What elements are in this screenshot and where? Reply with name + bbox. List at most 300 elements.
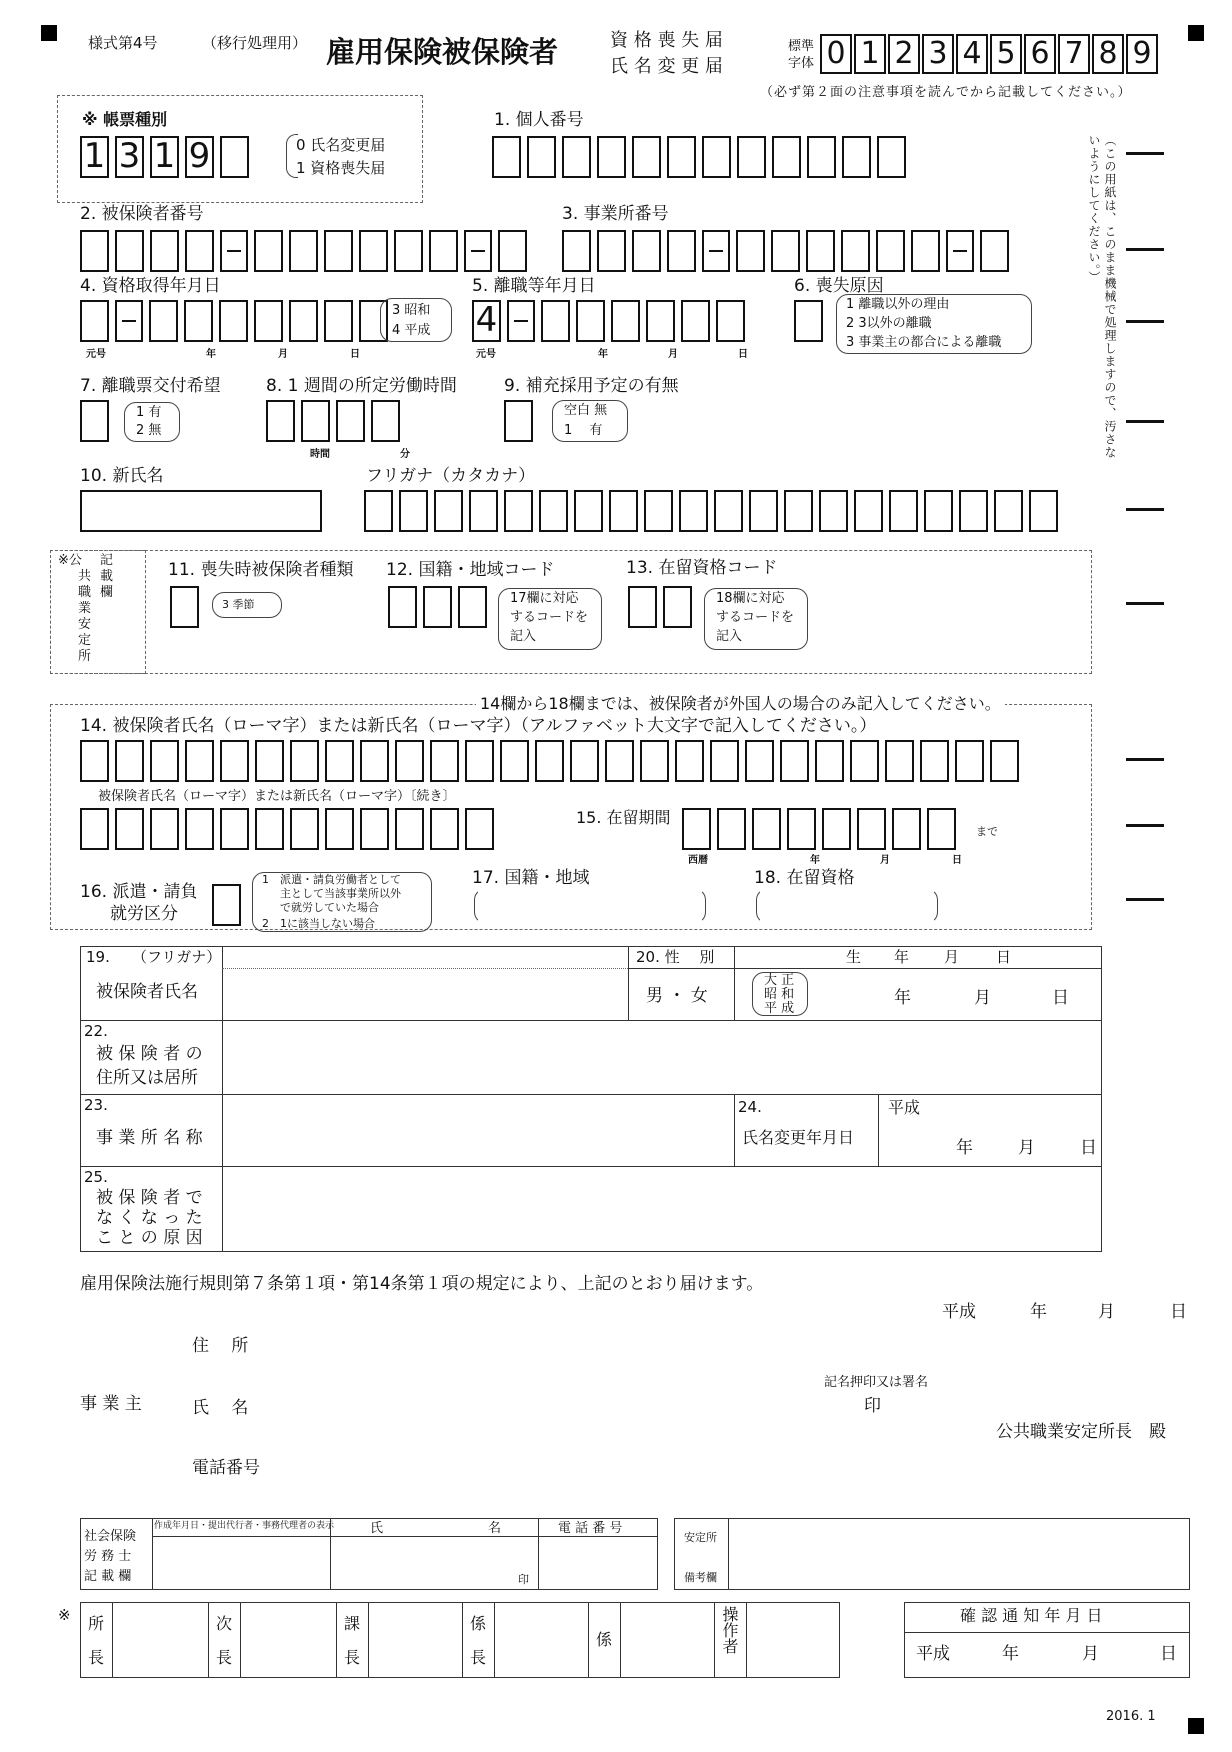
input-cell[interactable]: [430, 808, 459, 850]
remarks-label: 備考欄: [684, 1571, 717, 1584]
col-divider: [734, 1094, 735, 1166]
field8-label: 8. 1 週間の所定労働時間: [266, 376, 457, 396]
field13-label: 13. 在留資格コード: [626, 558, 778, 578]
input-cell[interactable]: [911, 230, 940, 272]
input-cell[interactable]: [388, 586, 417, 628]
r24-m: 月: [1018, 1138, 1035, 1158]
input-cell[interactable]: [220, 808, 249, 850]
input-cell[interactable]: [980, 230, 1009, 272]
office-name-input[interactable]: [224, 1096, 732, 1164]
input-cell[interactable]: [464, 230, 492, 272]
furigana-cells[interactable]: [364, 490, 1064, 532]
timing-mark: [1126, 758, 1164, 761]
field16-opt1: 主として当該事業所以外: [280, 887, 401, 900]
input-cell[interactable]: [632, 230, 661, 272]
insured-name-input[interactable]: [224, 970, 626, 1018]
day-label: 日: [952, 855, 962, 866]
dispatch-cell[interactable]: [212, 884, 247, 926]
field2-label: 2. 被保険者番号: [80, 204, 204, 224]
field4-label: 4. 資格取得年月日: [80, 276, 221, 296]
seal-mark: 印: [864, 1396, 881, 1416]
nationality-code-cells[interactable]: [388, 586, 493, 628]
field15-until: まで: [976, 825, 998, 838]
field16-opt1: で就労していた場合: [280, 901, 379, 914]
input-cell[interactable]: [434, 490, 463, 532]
r19-label: 被保険者氏名: [96, 982, 198, 1002]
form-type-blank[interactable]: [220, 136, 249, 178]
field6-label: 6. 喪失原因: [794, 276, 884, 296]
form-type-digit[interactable]: 3: [115, 136, 144, 178]
form-type-digit[interactable]: 1: [80, 136, 109, 178]
input-cell[interactable]: [628, 586, 657, 628]
star-mark: ※: [58, 1606, 71, 1624]
office-label-char: ※公: [58, 553, 82, 568]
row-divider: [80, 1166, 1102, 1167]
decl-m: 月: [1098, 1302, 1115, 1322]
new-name-input[interactable]: [80, 490, 322, 532]
input-cell[interactable]: [423, 586, 452, 628]
input-cell[interactable]: [394, 230, 423, 272]
era-opt-heisei: 4 平成: [392, 323, 431, 338]
col-divider: [494, 1602, 495, 1678]
input-cell[interactable]: [254, 300, 283, 342]
input-cell[interactable]: [266, 400, 295, 442]
input-cell[interactable]: [430, 740, 459, 782]
input-cell[interactable]: [290, 740, 319, 782]
input-cell[interactable]: [325, 808, 354, 850]
sr-seal: 印: [518, 1573, 529, 1586]
input-cell[interactable]: [794, 300, 823, 342]
input-cell[interactable]: [80, 740, 109, 782]
field12-note: 記入: [510, 629, 537, 644]
input-cell[interactable]: 4: [472, 300, 501, 342]
input-cell[interactable]: [819, 490, 848, 532]
std-digit: 3: [922, 34, 954, 74]
input-cell[interactable]: [80, 300, 109, 342]
decl-d: 日: [1170, 1302, 1187, 1322]
input-cell[interactable]: [185, 230, 214, 272]
input-cell[interactable]: [504, 400, 533, 442]
office-number-cells[interactable]: [562, 230, 1015, 272]
stamp-label: 長: [344, 1648, 361, 1667]
input-cell[interactable]: [336, 400, 365, 442]
r24-era: 平成: [888, 1098, 921, 1117]
gender-select[interactable]: 男 ・ 女: [646, 986, 708, 1006]
r21-head: 月: [944, 948, 960, 966]
input-cell[interactable]: [681, 300, 710, 342]
row-divider: [152, 1536, 658, 1537]
field13-note: 記入: [716, 629, 743, 644]
col-divider: [336, 1602, 337, 1678]
field12-note: するコードを: [510, 610, 589, 625]
input-cell[interactable]: [885, 740, 914, 782]
input-cell[interactable]: [324, 230, 353, 272]
field12-label: 12. 国籍・地域コード: [386, 560, 555, 580]
day-label: 日: [738, 349, 748, 360]
input-cell[interactable]: [959, 490, 988, 532]
field15-label: 15. 在留期間: [576, 808, 671, 827]
input-cell[interactable]: [570, 740, 599, 782]
input-cell[interactable]: [1029, 490, 1058, 532]
input-cell[interactable]: [850, 740, 879, 782]
employer-label: 事 業 主: [80, 1394, 142, 1414]
field7-opt1: 1 有: [136, 405, 162, 420]
input-cell[interactable]: [632, 136, 661, 178]
input-cell[interactable]: [857, 808, 886, 850]
r21-y: 年: [894, 988, 911, 1008]
col-divider: [620, 1602, 621, 1678]
input-cell[interactable]: [609, 490, 638, 532]
personal-number-cells[interactable]: [492, 136, 912, 178]
insured-type-cell[interactable]: [170, 586, 205, 628]
input-cell[interactable]: [364, 490, 393, 532]
input-cell[interactable]: [80, 230, 109, 272]
r24-label: 氏名変更年月日: [742, 1128, 855, 1147]
input-cell[interactable]: [644, 490, 673, 532]
office-label-char: 定: [78, 633, 92, 648]
day-label: 日: [350, 349, 360, 360]
input-cell[interactable]: [504, 490, 533, 532]
r21-head: 年: [894, 948, 910, 966]
address-input[interactable]: [224, 1022, 1100, 1092]
input-cell[interactable]: [702, 136, 731, 178]
input-cell[interactable]: [752, 808, 781, 850]
row-divider: [628, 968, 1102, 969]
r21-era: 平 成: [764, 1001, 795, 1016]
input-cell[interactable]: [115, 808, 144, 850]
row-divider: [904, 1632, 1190, 1633]
office-label-char: 記: [100, 553, 114, 568]
input-cell[interactable]: [994, 490, 1023, 532]
col-divider: [714, 1602, 715, 1678]
input-cell[interactable]: [772, 136, 801, 178]
declaration-text: 雇用保険法施行規則第７条第１項・第14条第１項の規定により、上記のとおり届けます。: [80, 1274, 764, 1294]
input-cell[interactable]: [184, 300, 213, 342]
input-cell[interactable]: [749, 490, 778, 532]
timing-mark: [1126, 602, 1164, 605]
input-cell[interactable]: [562, 230, 591, 272]
input-cell[interactable]: [458, 586, 487, 628]
registration-mark-br: [1188, 1718, 1204, 1734]
input-cell[interactable]: [254, 230, 283, 272]
std-digit: 1: [854, 34, 886, 74]
std-digit: 0: [820, 34, 852, 74]
input-cell[interactable]: [682, 808, 711, 850]
input-cell[interactable]: [539, 490, 568, 532]
input-cell[interactable]: [220, 230, 248, 272]
input-cell[interactable]: [150, 230, 179, 272]
input-cell[interactable]: [946, 230, 974, 272]
minutes-label: 分: [400, 449, 410, 460]
replacement-hire-cell[interactable]: [504, 400, 539, 442]
input-cell[interactable]: [640, 740, 669, 782]
period-of-stay-cells[interactable]: [682, 808, 962, 850]
input-cell[interactable]: [541, 300, 570, 342]
input-cell[interactable]: [815, 740, 844, 782]
seal-note: 記名押印又は署名: [824, 1375, 929, 1390]
r25-no: 25.: [84, 1168, 108, 1186]
std-digit: 9: [1126, 34, 1158, 74]
col-divider: [368, 1602, 369, 1678]
confirm-m: 月: [1082, 1644, 1099, 1664]
roman-name-cont-cells[interactable]: [80, 808, 500, 850]
r24-y: 年: [956, 1138, 973, 1158]
input-cell[interactable]: [842, 136, 871, 178]
input-cell[interactable]: [771, 230, 800, 272]
input-cell[interactable]: [822, 808, 851, 850]
timing-mark: [1126, 824, 1164, 827]
input-cell[interactable]: [324, 300, 353, 342]
loss-cause-input[interactable]: [224, 1168, 1100, 1250]
col-divider: [728, 1518, 729, 1590]
employer-phone-label: 電話番号: [192, 1458, 260, 1478]
input-cell[interactable]: [290, 808, 319, 850]
input-cell[interactable]: [289, 230, 318, 272]
roman-name-cells[interactable]: [80, 740, 1025, 782]
input-cell[interactable]: [745, 740, 774, 782]
input-cell[interactable]: [80, 808, 109, 850]
stamp-label: 課: [344, 1614, 361, 1633]
input-cell[interactable]: [924, 490, 953, 532]
year-label: 年: [598, 349, 608, 360]
input-cell[interactable]: [185, 808, 214, 850]
input-cell[interactable]: [663, 586, 692, 628]
input-cell[interactable]: [892, 808, 921, 850]
working-hours-cells[interactable]: [266, 400, 406, 442]
input-cell[interactable]: [714, 490, 743, 532]
input-cell[interactable]: [429, 230, 458, 272]
std-digit: 8: [1092, 34, 1124, 74]
stamp-label: 次: [216, 1614, 233, 1633]
input-cell[interactable]: [371, 400, 400, 442]
input-cell[interactable]: [889, 490, 918, 532]
r24-no: 24.: [738, 1098, 762, 1116]
input-cell[interactable]: [255, 808, 284, 850]
input-cell[interactable]: [220, 740, 249, 782]
input-cell[interactable]: [395, 808, 424, 850]
loss-reason-opt2: 2 3以外の離職: [846, 316, 932, 331]
input-cell[interactable]: [289, 300, 318, 342]
sr-label-3: 記 載 欄: [84, 1569, 132, 1584]
input-cell[interactable]: [562, 136, 591, 178]
employer-name-label: 氏 名: [192, 1398, 249, 1418]
input-cell[interactable]: [150, 740, 179, 782]
input-cell[interactable]: [807, 136, 836, 178]
input-cell[interactable]: [360, 808, 389, 850]
insured-number-cells[interactable]: [80, 230, 533, 272]
std-digit: 6: [1024, 34, 1056, 74]
field9-opt1: 空白 無: [564, 403, 608, 418]
title-namechange: 氏 名 変 更 届: [610, 56, 723, 77]
stamp-label: 長: [470, 1648, 487, 1667]
input-cell[interactable]: [325, 740, 354, 782]
input-cell[interactable]: [876, 230, 905, 272]
std-digit: 4: [956, 34, 988, 74]
input-cell[interactable]: [736, 230, 765, 272]
input-cell[interactable]: [576, 300, 605, 342]
input-cell[interactable]: [646, 300, 675, 342]
r19-no: 19.: [86, 948, 110, 966]
col-divider: [878, 1094, 879, 1166]
col-divider: [538, 1518, 539, 1590]
input-cell[interactable]: [990, 740, 1019, 782]
input-cell[interactable]: [716, 300, 745, 342]
stamp-label: 長: [216, 1648, 233, 1667]
input-cell[interactable]: [611, 300, 640, 342]
gengo-label: 元号: [86, 349, 106, 360]
field17-label: 17. 国籍・地域: [472, 868, 590, 888]
foreign-section-title: 14欄から18欄までは、被保険者が外国人の場合のみ記入してください。: [476, 696, 1005, 712]
field7-label: 7. 離職票交付希望: [80, 376, 221, 396]
input-cell[interactable]: [465, 808, 494, 850]
decl-y: 年: [1030, 1302, 1047, 1322]
timing-mark: [1126, 420, 1164, 423]
input-cell[interactable]: [920, 740, 949, 782]
office-label-char: 職: [78, 585, 92, 600]
input-cell[interactable]: [80, 400, 109, 442]
office-label-char: 共: [78, 569, 92, 584]
col-divider: [240, 1602, 241, 1678]
input-cell[interactable]: [507, 300, 535, 342]
input-cell[interactable]: [841, 230, 870, 272]
title-loss: 資 格 喪 失 届: [610, 30, 723, 51]
input-cell[interactable]: [574, 490, 603, 532]
employer-address-label: 住 所: [192, 1336, 249, 1356]
input-cell[interactable]: [492, 136, 521, 178]
standard-font-label-1: 標準: [788, 39, 815, 54]
r24-d: 日: [1080, 1138, 1097, 1158]
input-cell[interactable]: [710, 740, 739, 782]
input-cell[interactable]: [212, 884, 241, 926]
input-cell[interactable]: [877, 136, 906, 178]
input-cell[interactable]: [667, 136, 696, 178]
kakari-label: 係: [596, 1630, 613, 1649]
form-type-label: ※ 帳票種別: [82, 110, 168, 129]
input-cell[interactable]: [500, 740, 529, 782]
input-cell[interactable]: [115, 300, 143, 342]
field13-note: 18欄に対応: [716, 591, 785, 606]
input-cell[interactable]: [360, 740, 389, 782]
sr-label-2: 労 務 士: [84, 1549, 132, 1564]
input-cell[interactable]: [150, 808, 179, 850]
input-cell[interactable]: [806, 230, 835, 272]
form-type-digit[interactable]: 9: [185, 136, 214, 178]
version-label: 2016. 1: [1106, 1709, 1156, 1724]
residence-status-input[interactable]: [756, 888, 938, 924]
field18-label: 18. 在留資格: [754, 868, 855, 888]
month-label: 月: [278, 349, 288, 360]
input-cell[interactable]: [955, 740, 984, 782]
loss-reason-cell[interactable]: [794, 300, 829, 342]
std-digit: 2: [888, 34, 920, 74]
form-type-cells: [80, 136, 255, 178]
confirm-d: 日: [1160, 1644, 1177, 1664]
registration-mark-tl: [41, 25, 57, 41]
input-cell[interactable]: [780, 740, 809, 782]
field16-label-b: 就労区分: [110, 904, 178, 924]
input-cell[interactable]: [597, 230, 626, 272]
col-divider: [112, 1602, 113, 1678]
separation-slip-cell[interactable]: [80, 400, 115, 442]
input-cell[interactable]: [301, 400, 330, 442]
residence-status-code-cells[interactable]: [628, 586, 698, 628]
input-cell[interactable]: [854, 490, 883, 532]
nationality-input[interactable]: [474, 888, 706, 924]
field5-label: 5. 離職等年月日: [472, 276, 596, 296]
form-type-digit[interactable]: 1: [150, 136, 179, 178]
input-cell[interactable]: [115, 740, 144, 782]
input-cell[interactable]: [219, 300, 248, 342]
insured-furigana-input[interactable]: [224, 948, 626, 966]
input-cell[interactable]: [702, 230, 730, 272]
input-cell[interactable]: [787, 808, 816, 850]
field3-label: 3. 事業所番号: [562, 204, 669, 224]
field14-label: 14. 被保険者氏名（ローマ字）または新氏名（ローマ字）（アルファベット大文字で記入してください。）: [80, 716, 877, 736]
employer-address-input[interactable]: [260, 1330, 820, 1364]
standard-font-digits: [820, 34, 1160, 74]
input-cell[interactable]: [469, 490, 498, 532]
input-cell[interactable]: [737, 136, 766, 178]
input-cell[interactable]: [170, 586, 199, 628]
office-label-char: 載: [100, 569, 114, 584]
employer-phone-input[interactable]: [280, 1452, 820, 1486]
input-cell[interactable]: [679, 490, 708, 532]
col-divider: [628, 946, 629, 1020]
col-divider: [746, 1602, 747, 1678]
r23-label: 事 業 所 名 称: [96, 1128, 203, 1148]
employer-name-input[interactable]: [260, 1390, 820, 1424]
row-divider: [80, 1094, 1102, 1095]
input-cell[interactable]: [527, 136, 556, 178]
input-cell[interactable]: [359, 230, 388, 272]
input-cell[interactable]: [149, 300, 178, 342]
input-cell[interactable]: [395, 740, 424, 782]
stamp-label: 係: [470, 1614, 487, 1633]
notice-text: （必ず第２面の注意事項を読んでから記載してください。）: [760, 85, 1132, 100]
col-divider: [462, 1602, 463, 1678]
input-cell[interactable]: [115, 230, 144, 272]
field16-opt1: 1 派遣・請負労働者として: [262, 873, 401, 886]
input-cell[interactable]: [667, 230, 696, 272]
input-cell[interactable]: [399, 490, 428, 532]
stamp-label: 所: [88, 1614, 105, 1633]
month-label: 月: [668, 349, 678, 360]
decl-era: 平成: [942, 1302, 976, 1322]
input-cell[interactable]: [597, 136, 626, 178]
sr-col2a: 氏: [370, 1521, 384, 1536]
input-cell[interactable]: [605, 740, 634, 782]
loss-reason-opt3: 3 事業主の都合による離職: [846, 335, 1002, 350]
input-cell[interactable]: [717, 808, 746, 850]
furigana-divider: [222, 968, 628, 969]
acquisition-date-cells[interactable]: [80, 300, 394, 342]
col-divider: [734, 946, 735, 1020]
input-cell[interactable]: [255, 740, 284, 782]
input-cell[interactable]: [784, 490, 813, 532]
r22-label-1: 被 保 険 者 の: [96, 1044, 203, 1064]
separation-date-cells[interactable]: [472, 300, 751, 342]
input-cell[interactable]: [185, 740, 214, 782]
form-number: 様式第4号: [88, 34, 158, 52]
input-cell[interactable]: [927, 808, 956, 850]
form-type-opt0: 0 氏名変更届: [296, 136, 386, 154]
sr-col1: 作成年月日・提出代行者・事務代理者の表示: [154, 1521, 335, 1531]
r21-head: 日: [996, 948, 1012, 966]
input-cell[interactable]: [535, 740, 564, 782]
input-cell[interactable]: [675, 740, 704, 782]
input-cell[interactable]: [498, 230, 527, 272]
input-cell[interactable]: [465, 740, 494, 782]
